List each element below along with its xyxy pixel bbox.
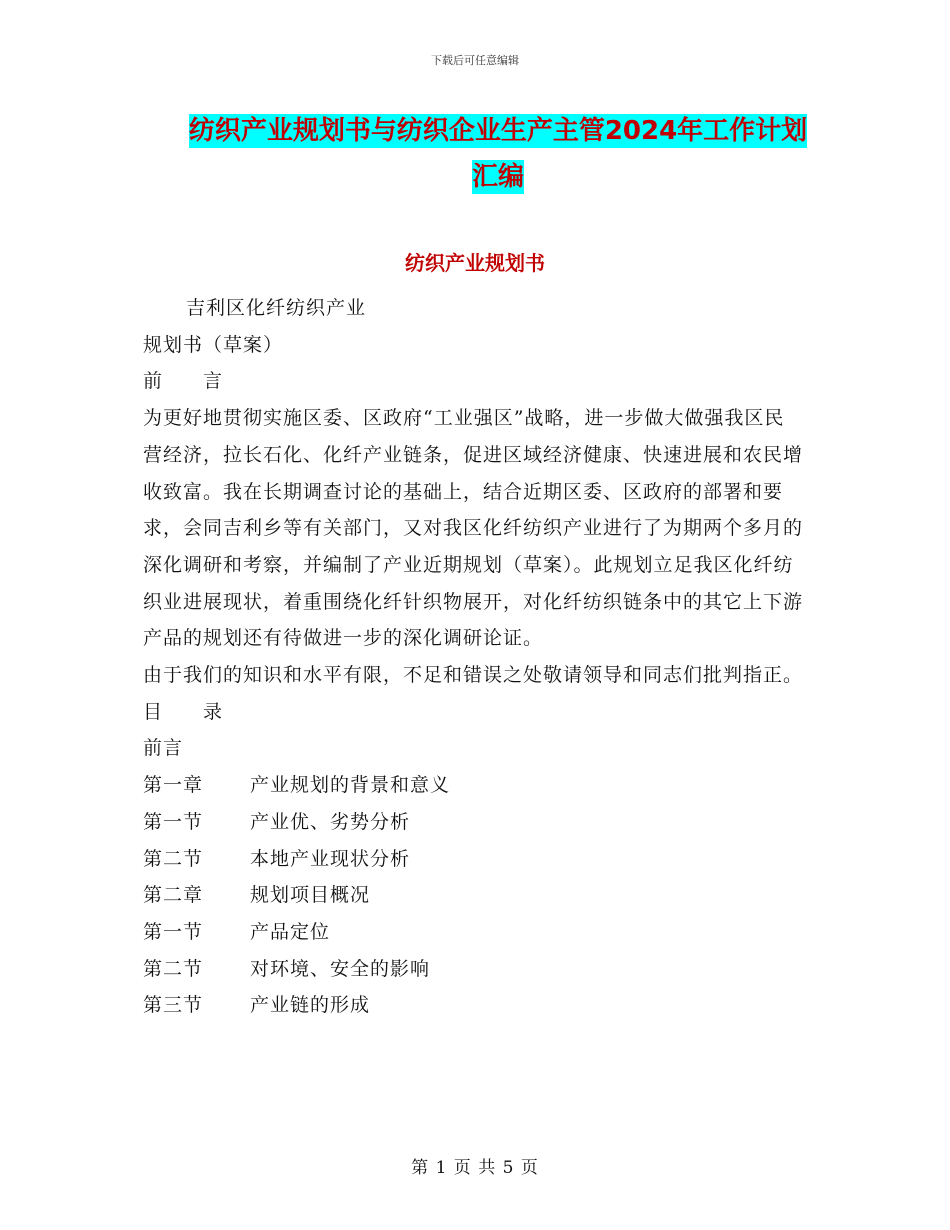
toc-item-title: 产业链的形成 — [250, 994, 371, 1017]
preface-paragraph-2: 由于我们的知识和水平有限，不足和错误之处敬请领导和同志们批判指正。 — [143, 664, 804, 687]
page-number: 第 1 页 共 5 页 — [411, 1158, 539, 1178]
toc-item — [143, 951, 803, 988]
toc-item-number: 第一节 — [143, 810, 204, 833]
toc-item-title: 产业规划的背景和意义 — [250, 774, 451, 797]
toc-item-title: 本地产业现状分析 — [250, 847, 411, 870]
toc-item — [143, 987, 803, 1024]
toc-item-number: 第二节 — [143, 847, 204, 870]
toc-item-number: 第三节 — [143, 994, 204, 1017]
toc-item — [143, 767, 803, 804]
intro-line-2: 规划书（草案） — [143, 333, 284, 356]
toc-item — [143, 877, 803, 914]
toc-item-number: 第二节 — [143, 957, 204, 980]
toc-item-title: 产品定位 — [250, 920, 331, 943]
toc-item — [143, 804, 803, 841]
preface-heading: 前 言 — [143, 370, 224, 393]
document-body — [143, 290, 803, 1024]
toc-item — [143, 841, 803, 878]
title-line-1: 纺织产业规划书与纺织企业生产主管2024年工作计划 — [188, 116, 808, 146]
toc-item-number: 第一节 — [143, 920, 204, 943]
toc-list — [143, 767, 803, 1024]
toc-item-title: 产业优、劣势分析 — [250, 810, 411, 833]
header-note: 下载后可任意编辑 — [431, 54, 519, 67]
document-title — [188, 108, 808, 200]
toc-item-number: 第二章 — [143, 884, 204, 907]
toc-item — [143, 914, 803, 951]
toc-item-title: 对环境、安全的影响 — [250, 957, 431, 980]
toc-first-item: 前言 — [143, 737, 184, 760]
section-title: 纺织产业规划书 — [405, 251, 545, 275]
title-line-2: 汇编 — [471, 162, 524, 192]
toc-item-number: 第一章 — [143, 774, 204, 797]
toc-heading: 目 录 — [143, 700, 224, 723]
intro-line-1: 吉利区化纤纺织产业 — [186, 297, 367, 319]
toc-item-title: 规划项目概况 — [250, 884, 371, 907]
preface-paragraph-1: 为更好地贯彻实施区委、区政府“工业强区”战略，进一步做大做强我区民营经济，拉长石化、化纤产业链条，促进区域经济健康、快速进展和农民增收致富。我在长期调查讨论的基础上，结合近期区委、区政府的部署和要求，会同吉利乡等有关部门，又对我区化纤纺织产业进行了为期两个多月的深化调研和考察，并编制了产业近期规划（草案）。此规划立足我区化纤纺织业进展现状，着重围绕化纤针织物展开，对化纤纺织链条中的其它上下游产品的规划还有待做进一步的深化调研论证。 — [143, 407, 804, 650]
